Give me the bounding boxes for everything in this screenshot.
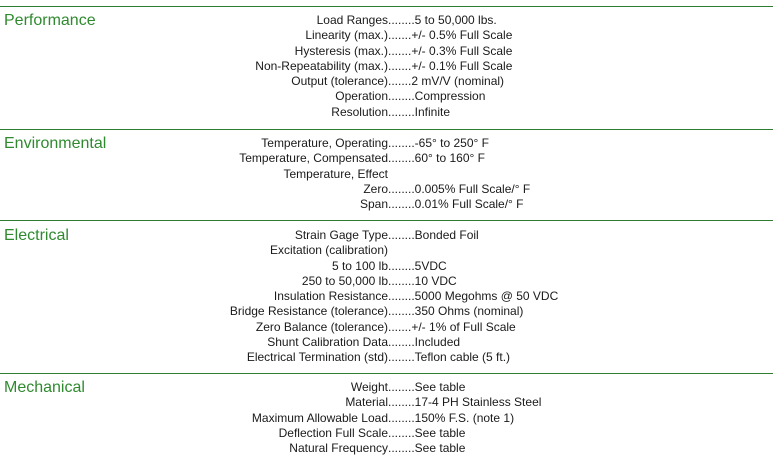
spec-value: ........See table (388, 380, 466, 394)
spec-row (0, 228, 775, 243)
spec-value: .......+/- 0.5% Full Scale (388, 28, 513, 43)
spec-value: .......+/- 0.3% Full Scale (388, 43, 513, 58)
spec-row (0, 74, 775, 89)
spec-value: ........Included (388, 335, 461, 350)
spec-value: ........5VDC (388, 258, 447, 273)
spec-label: Span (359, 197, 388, 212)
spec-label: Temperature, Compensated (239, 151, 388, 166)
spec-value: ........Teflon cable (5 ft.) (388, 350, 511, 365)
spec-row (0, 151, 775, 166)
spec-value: ........See table (388, 441, 466, 456)
spec-label: Zero (363, 181, 388, 196)
spec-value: ........17-4 PH Stainless Steel (388, 395, 542, 410)
spec-label: Non-Repeatability (max.) (255, 58, 388, 73)
spec-value: ........0.01% Full Scale/° F (388, 197, 524, 212)
spec-list-electrical (0, 228, 775, 366)
spec-row (0, 304, 775, 319)
spec-row (0, 426, 775, 441)
spec-value: .......2 mV/V (nominal) (388, 74, 505, 89)
spec-value: .......+/- 1% of Full Scale (388, 319, 516, 334)
spec-row (0, 105, 775, 120)
spec-row (0, 197, 775, 212)
spec-row (0, 350, 775, 365)
spec-label: 5 to 100 lb (331, 258, 388, 273)
spec-label: Resolution (331, 104, 388, 119)
spec-row (0, 167, 775, 182)
spec-row (0, 395, 775, 410)
spec-row (0, 320, 775, 335)
spec-value: ........10 VDC (388, 273, 457, 288)
spec-row (0, 289, 775, 304)
spec-list-performance (0, 13, 775, 120)
spec-value: ........150% F.S. (note 1) (388, 410, 515, 425)
section-divider (0, 129, 773, 130)
spec-label: Operation (335, 89, 388, 104)
spec-value: ........5000 Megohms @ 50 VDC (388, 289, 559, 304)
spec-label: Material (345, 395, 388, 410)
spec-row (0, 274, 775, 289)
spec-row (0, 259, 775, 274)
spec-row (0, 13, 775, 28)
spec-value: ........Bonded Foil (388, 228, 479, 242)
spec-label: Shunt Calibration Data (267, 335, 388, 350)
spec-value: ........Infinite (388, 104, 451, 119)
spec-label: Temperature, Effect (283, 166, 388, 181)
spec-list-mechanical (0, 380, 775, 456)
spec-value: ........0.005% Full Scale/° F (388, 181, 531, 196)
spec-value: ........5 to 50,000 lbs. (388, 13, 497, 27)
spec-label: Strain Gage Type (294, 228, 388, 242)
section-divider (0, 373, 773, 374)
spec-label: Weight (350, 380, 388, 394)
spec-value: ........-65° to 250° F (388, 136, 489, 150)
spec-label: Deflection Full Scale (278, 425, 388, 440)
spec-label: Natural Frequency (289, 441, 388, 456)
section-title-environmental: Environmental (4, 135, 107, 152)
spec-label: Load Ranges (316, 13, 388, 27)
spec-row (0, 89, 775, 104)
spec-value: .......+/- 0.1% Full Scale (388, 58, 513, 73)
spec-label: Excitation (calibration) (269, 243, 388, 258)
spec-label: Output (tolerance) (291, 74, 388, 89)
spec-row (0, 182, 775, 197)
spec-row (0, 380, 775, 395)
spec-row (0, 28, 775, 43)
spec-label: Linearity (max.) (305, 28, 388, 43)
spec-row (0, 335, 775, 350)
spec-list-environmental (0, 136, 775, 212)
spec-value: ........Compression (388, 89, 486, 104)
spec-label: Insulation Resistance (273, 289, 388, 304)
section-divider (0, 220, 773, 221)
spec-label: Maximum Allowable Load (251, 410, 388, 425)
spec-value: ........350 Ohms (nominal) (388, 304, 524, 319)
section-title-electrical: Electrical (4, 227, 69, 244)
spec-row (0, 411, 775, 426)
spec-label: Temperature, Operating (261, 136, 388, 150)
spec-row (0, 243, 775, 258)
section-divider (0, 6, 773, 7)
spec-value: ........60° to 160° F (388, 151, 485, 166)
spec-label: 250 to 50,000 lb (301, 273, 388, 288)
spec-row (0, 441, 775, 456)
spec-row (0, 136, 775, 151)
section-title-mechanical: Mechanical (4, 379, 85, 396)
spec-row (0, 44, 775, 59)
spec-label: Zero Balance (tolerance) (255, 319, 388, 334)
spec-label: Bridge Resistance (tolerance) (229, 304, 388, 319)
section-title-performance: Performance (4, 12, 96, 29)
spec-row (0, 59, 775, 74)
spec-value: ........See table (388, 425, 466, 440)
spec-label: Hysteresis (max.) (294, 43, 388, 58)
spec-label: Electrical Termination (std) (246, 350, 388, 365)
